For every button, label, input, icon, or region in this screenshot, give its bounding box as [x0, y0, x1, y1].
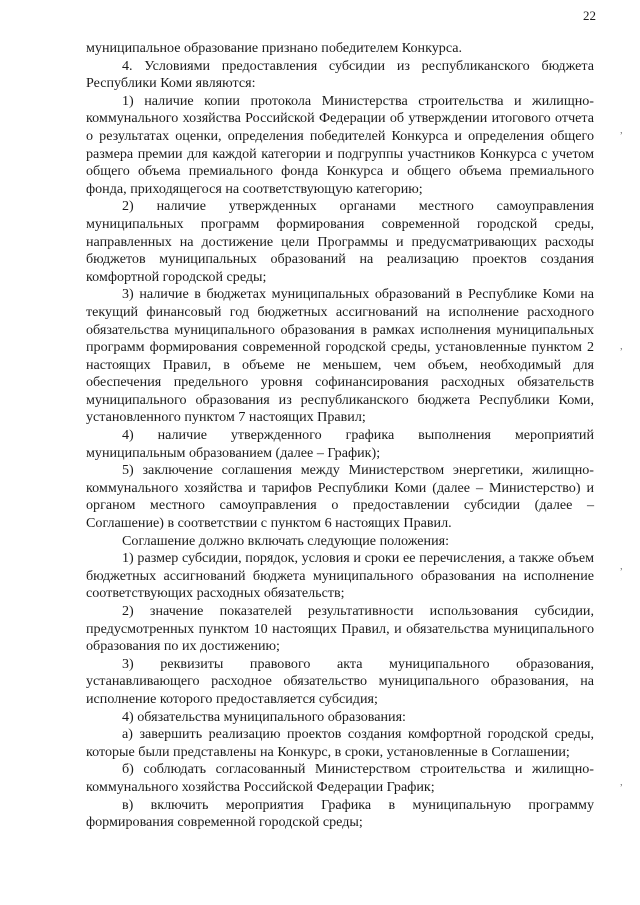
paragraph-obligation-a: а) завершить реализацию проектов создания комфортной городской среды, которые были представлены на Конкурс, в сроки, установленные в Соглашении;	[86, 726, 594, 760]
margin-mark: ,	[620, 124, 623, 136]
paragraph-agreement-3: 3) реквизиты правового акта муниципального образования, устанавливающего расходное обязательство муниципального образования, на исполнение которого предоставляется субсидия;	[86, 655, 594, 707]
paragraph-agreement-2: 2) значение показателей результативности использования субсидии, предусмотренных пунктом 10 настоящих Правил, и обязательства муниципального образования по их достижению;	[86, 603, 594, 655]
paragraph-obligation-b: б) соблюдать согласованный Министерством строительства и жилищно-коммунального хозяйства Российской Федерации График;	[86, 761, 594, 795]
paragraph-agreement-4: 4) обязательства муниципального образования:	[122, 708, 406, 725]
margin-mark: ,	[620, 340, 623, 352]
page-number: 22	[583, 8, 596, 23]
paragraph-clause-4: 4. Условиями предоставления субсидии из республиканского бюджета Республики Коми являются:	[86, 57, 594, 92]
paragraph-obligation-c: в) включить мероприятия Графика в муниципальную программу формирования современной городской среды;	[86, 796, 594, 831]
paragraph-condition-3: 3) наличие в бюджетах муниципальных образований в Республике Коми на текущий финансовый год бюджетных ассигнований на исполнение расходного обязательства муниципального образования в рамках исполнения муниципальных программ формирования современной городской среды, установленные пунктом 2 настоящих Правил, в объеме не меньшем, чем объем, необходимый для обеспечения предельного уровня софинансирования расходных обязательств муниципального образования из республиканского бюджета Республики Коми, установленного пунктом 7 настоящих Правил;	[86, 286, 594, 426]
paragraph-condition-1: 1) наличие копии протокола Министерства строительства и жилищно-коммунального хозяйства Российской Федерации об утверждении итогового отчета о результатах оценки, определения победителей Конкурса и определения общего размера премии для каждой категории и подгруппы участников Конкурса с учетом общего объема премиального фонда Конкурса и общего объема премиального фонда, приходящегося на соответствующую категорию;	[86, 92, 594, 197]
paragraph-condition-4: 4) наличие утвержденного графика выполнения мероприятий муниципальным образованием (далее – График);	[86, 427, 594, 461]
paragraph-agreement-intro: Соглашение должно включать следующие положения:	[122, 532, 450, 549]
document-body	[86, 40, 594, 832]
paragraph-condition-5: 5) заключение соглашения между Министерством энергетики, жилищно-коммунального хозяйства и тарифов Республики Коми (далее – Министерство) и органом местного самоуправления о предоставлении субсидии (далее – Соглашение) в соответствии с пунктом 6 настоящих Правил.	[86, 462, 594, 532]
paragraph-agreement-1: 1) размер субсидии, порядок, условия и сроки ее перечисления, а также объем бюджетных ассигнований бюджета муниципального образования на исполнение соответствующих расходных обязательств;	[86, 550, 594, 602]
paragraph-continuation: муниципальное образование признано победителем Конкурса.	[86, 40, 463, 56]
paragraph-condition-2: 2) наличие утвержденных органами местного самоуправления муниципальных программ формирования современной городской среды, направленных на достижение цели Программы и предусматривающих расходы бюджетов муниципальных образований на реализацию проектов создания комфортной городской среды;	[86, 198, 594, 285]
margin-mark: ,	[620, 560, 623, 572]
margin-mark: ,	[620, 776, 623, 788]
